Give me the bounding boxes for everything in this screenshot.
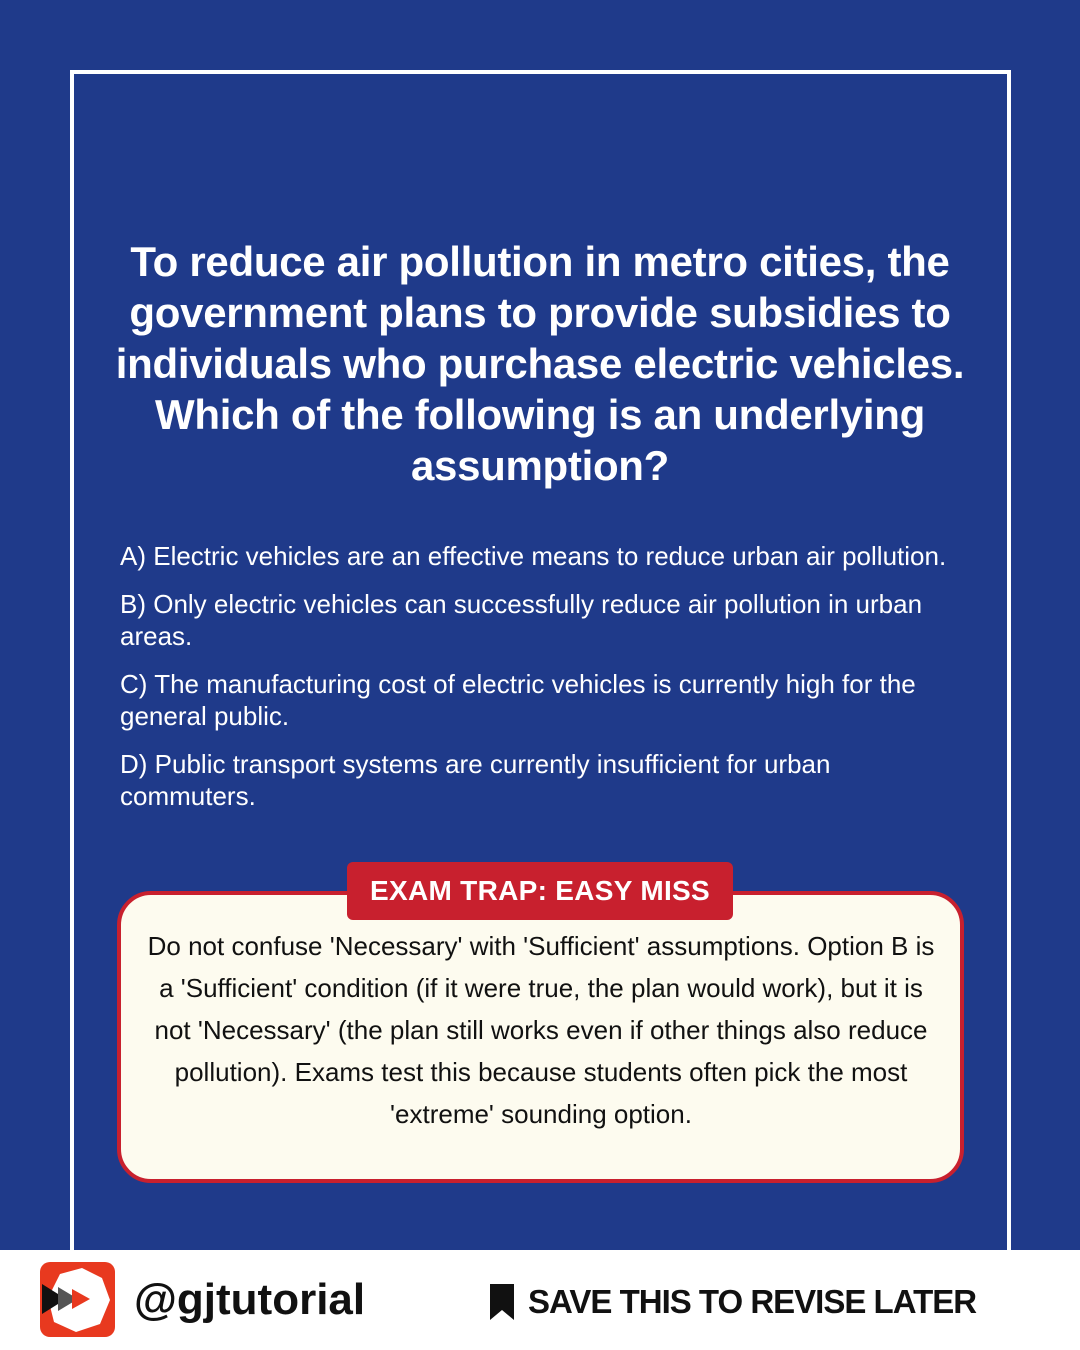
option-a: A) Electric vehicles are an effective means to reduce urban air pollution.: [120, 541, 947, 571]
option-b: B) Only electric vehicles can successfully reduce air pollution in urban areas.: [120, 589, 923, 651]
exam-trap-label: EXAM TRAP: EASY MISS: [347, 862, 733, 920]
exam-trap-card: [117, 891, 964, 1183]
question-text: To reduce air pollution in metro cities, the government plans to provide subsidies to individuals who purchase electric vehicles. Which of the following is an underlying assumption?: [115, 238, 965, 489]
options-list: [120, 540, 965, 828]
bookmark-icon: [488, 1284, 516, 1320]
save-reminder-text: SAVE THIS TO REVISE LATER: [528, 1283, 977, 1320]
option-d: D) Public transport systems are currently insufficient for urban commuters.: [120, 749, 831, 811]
option-c: C) The manufacturing cost of electric vehicles is currently high for the general public.: [120, 669, 916, 731]
save-reminder: [488, 1280, 976, 1324]
account-handle[interactable]: @gjtutorial: [134, 1275, 366, 1324]
fast-forward-logo-icon: [40, 1262, 115, 1337]
exam-trap-text: Do not confuse 'Necessary' with 'Sufficient' assumptions. Option B is a 'Sufficient' condition (if it were true, the plan would work), but it is not 'Necessary' (the plan still works even if other things also reduce pollution). Exams test this because students often pick the most 'extreme' sounding option.: [147, 931, 935, 1129]
footer-bar: [0, 1250, 1080, 1350]
